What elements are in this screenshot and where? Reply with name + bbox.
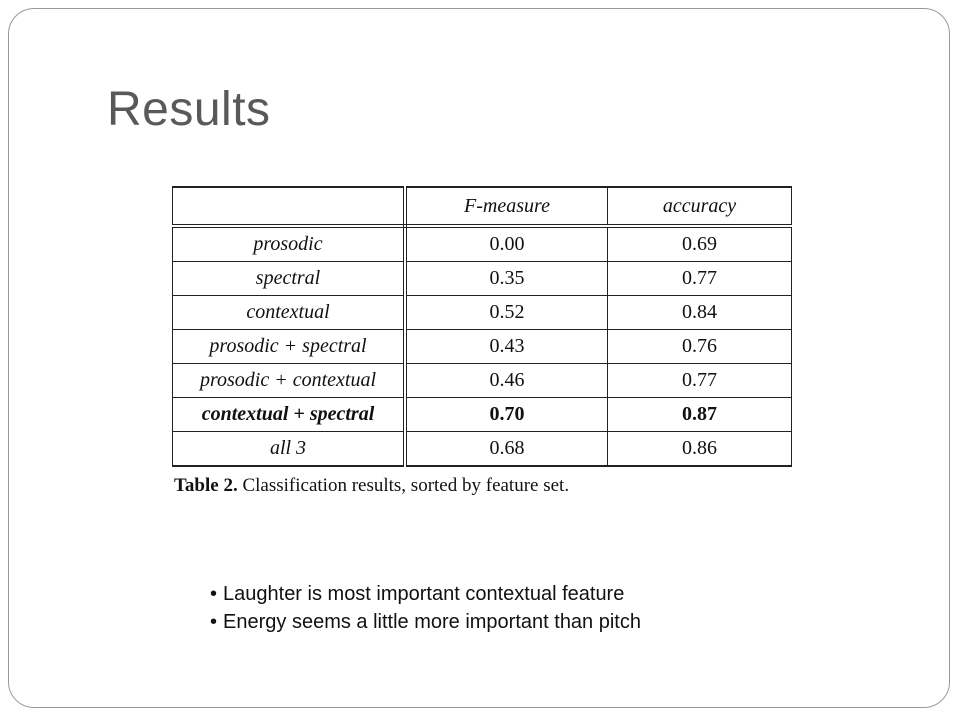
table-caption-label: Table 2. [174, 475, 238, 496]
bullet-item [210, 580, 641, 608]
accuracy-cell: 0.77 [608, 364, 792, 398]
header-cell-f-measure: F-measure [405, 187, 608, 226]
accuracy-cell: 0.86 [608, 432, 792, 467]
table-row [173, 296, 792, 330]
accuracy-cell: 0.84 [608, 296, 792, 330]
f-measure-cell: 0.70 [405, 398, 608, 432]
header-cell-accuracy: accuracy [608, 187, 792, 226]
bullet-symbol: • [210, 611, 218, 633]
feature-set-cell: spectral [173, 262, 406, 296]
f-measure-cell: 0.46 [405, 364, 608, 398]
accuracy-cell: 0.87 [608, 398, 792, 432]
accuracy-cell: 0.77 [608, 262, 792, 296]
f-measure-cell: 0.35 [405, 262, 608, 296]
f-measure-cell: 0.43 [405, 330, 608, 364]
f-measure-cell: 0.68 [405, 432, 608, 467]
table-row [173, 226, 792, 262]
results-table [172, 186, 792, 467]
table-row [173, 364, 792, 398]
feature-set-cell: prosodic + spectral [173, 330, 406, 364]
f-measure-cell: 0.52 [405, 296, 608, 330]
table-caption-text: Classification results, sorted by feature set. [237, 475, 570, 496]
table-caption [174, 475, 792, 497]
bullet-symbol: • [210, 583, 218, 605]
bullet-text: Energy seems a little more important than pitch [223, 611, 641, 633]
table-row-best [173, 398, 792, 432]
results-table-figure [172, 186, 792, 497]
header-cell-feature-set [173, 187, 406, 226]
table-header-row [173, 187, 792, 226]
accuracy-cell: 0.76 [608, 330, 792, 364]
feature-set-cell: contextual + spectral [173, 398, 406, 432]
feature-set-cell: prosodic [173, 226, 406, 262]
feature-set-cell: prosodic + contextual [173, 364, 406, 398]
slide-title: Results [107, 83, 271, 136]
table-row [173, 262, 792, 296]
bullet-item [210, 608, 641, 636]
feature-set-cell: all 3 [173, 432, 406, 467]
bullet-list [210, 580, 641, 636]
feature-set-cell: contextual [173, 296, 406, 330]
table-row [173, 432, 792, 467]
bullet-text: Laughter is most important contextual feature [223, 583, 625, 605]
f-measure-cell: 0.00 [405, 226, 608, 262]
accuracy-cell: 0.69 [608, 226, 792, 262]
table-row [173, 330, 792, 364]
